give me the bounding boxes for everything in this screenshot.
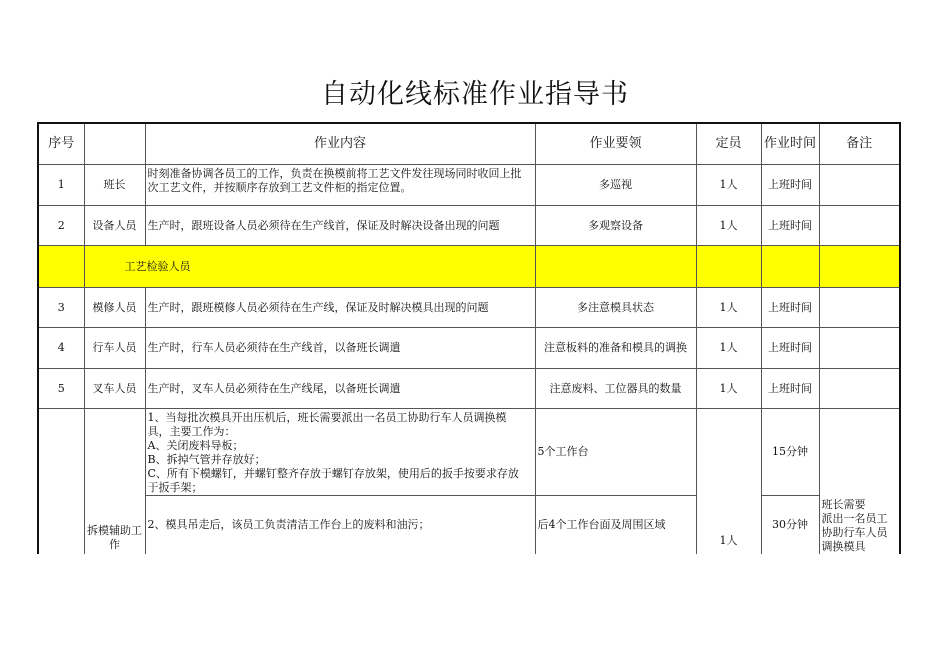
remark-cell [819, 206, 900, 246]
time-cell: 15分钟 [761, 409, 819, 496]
table-row [38, 369, 900, 409]
seq-cell: 3 [38, 288, 84, 328]
seq-cell: 4 [38, 328, 84, 369]
essentials-cell: 注意废料、工位器具的数量 [535, 369, 696, 409]
role-cell: 班长 [84, 165, 145, 206]
staff-cell: 1人 [696, 369, 761, 409]
content-text: 时刻准备协调各员工的工作，负责在换模前将工艺文件发往现场同时收回上批 次工艺文件，并按顺序存放到工艺文件柜的指定位置。 [147, 167, 522, 194]
time-cell: 上班时间 [761, 206, 819, 246]
remark-cell: 班长需要 派出一名员工 协助行车人员 调换模具 [819, 409, 900, 554]
essentials-cell: 多注意模具状态 [535, 288, 696, 328]
essentials-cell: 5个工作台 [535, 409, 696, 496]
staff-cell [696, 246, 761, 288]
staff-cell: 1人 [696, 288, 761, 328]
content-cell: 生产时，行车人员必须待在生产线首，以备班长调遣 [145, 328, 535, 369]
remark-cell [819, 328, 900, 369]
essentials-cell: 多巡视 [535, 165, 696, 206]
time-cell: 上班时间 [761, 369, 819, 409]
essentials-cell: 注意板料的准备和模具的调换 [535, 328, 696, 369]
document-title: 自动化线标准作业指导书 [321, 79, 629, 110]
header-seq: 序号 [38, 123, 84, 165]
content-cell: 2、模具吊走后，该员工负责清洁工作台上的废料和油污； [145, 496, 535, 554]
role-cell: 设备人员 [84, 206, 145, 246]
staff-cell: 1人 [696, 206, 761, 246]
time-cell [761, 246, 819, 288]
group-row [38, 496, 900, 554]
time-cell: 上班时间 [761, 328, 819, 369]
time-cell: 上班时间 [761, 288, 819, 328]
table-row [38, 165, 900, 206]
staff-cell: 1人 [696, 165, 761, 206]
essentials-cell: 多观察设备 [535, 206, 696, 246]
header-essentials: 作业要领 [535, 123, 696, 165]
seq-cell [38, 246, 84, 288]
staff-cell: 1人 [696, 328, 761, 369]
header-row [38, 123, 900, 165]
content-cell: 生产时，跟班模修人员必须待在生产线，保证及时解决模具出现的问题 [145, 288, 535, 328]
staff-cell: 1人 [696, 409, 761, 554]
remark-cell [819, 246, 900, 288]
header-role [84, 123, 145, 165]
role-cell: 拆模辅助工 作 [84, 409, 145, 554]
role-cell: 工艺检验人员 [84, 246, 535, 288]
header-content: 作业内容 [145, 123, 535, 165]
seq-cell: 2 [38, 206, 84, 246]
remark-cell [819, 165, 900, 206]
remark-cell [819, 288, 900, 328]
work-instruction-table [37, 122, 901, 554]
content-cell: 生产时，叉车人员必须待在生产线尾，以备班长调遣 [145, 369, 535, 409]
role-cell: 叉车人员 [84, 369, 145, 409]
header-staff: 定员 [696, 123, 761, 165]
table-row [38, 206, 900, 246]
seq-cell: 1 [38, 165, 84, 206]
seq-cell [38, 409, 84, 554]
content-cell [145, 165, 535, 206]
header-time: 作业时间 [761, 123, 819, 165]
remark-cell [819, 369, 900, 409]
essentials-cell: 后4个工作台面及周围区域 [535, 496, 696, 554]
seq-cell: 5 [38, 369, 84, 409]
time-cell: 上班时间 [761, 165, 819, 206]
group-row [38, 409, 900, 496]
time-cell: 30分钟 [761, 496, 819, 554]
role-cell: 模修人员 [84, 288, 145, 328]
table-row [38, 288, 900, 328]
essentials-cell [535, 246, 696, 288]
content-cell: 1、当每批次模具开出压机后，班长需要派出一名员工协助行车人员调换模 具，主要工作为： A、关闭废料导板； B、拆掉气管并存放好； C、所有下模螺钉，并螺钉整齐存放于螺钉存放架，使用后的扳手按要求存放 于扳手架； [145, 409, 535, 496]
content-cell: 生产时，跟班设备人员必须待在生产线首，保证及时解决设备出现的问题 [145, 206, 535, 246]
role-cell: 行车人员 [84, 328, 145, 369]
header-remark: 备注 [819, 123, 900, 165]
table-row [38, 328, 900, 369]
table-row-highlighted [38, 246, 900, 288]
